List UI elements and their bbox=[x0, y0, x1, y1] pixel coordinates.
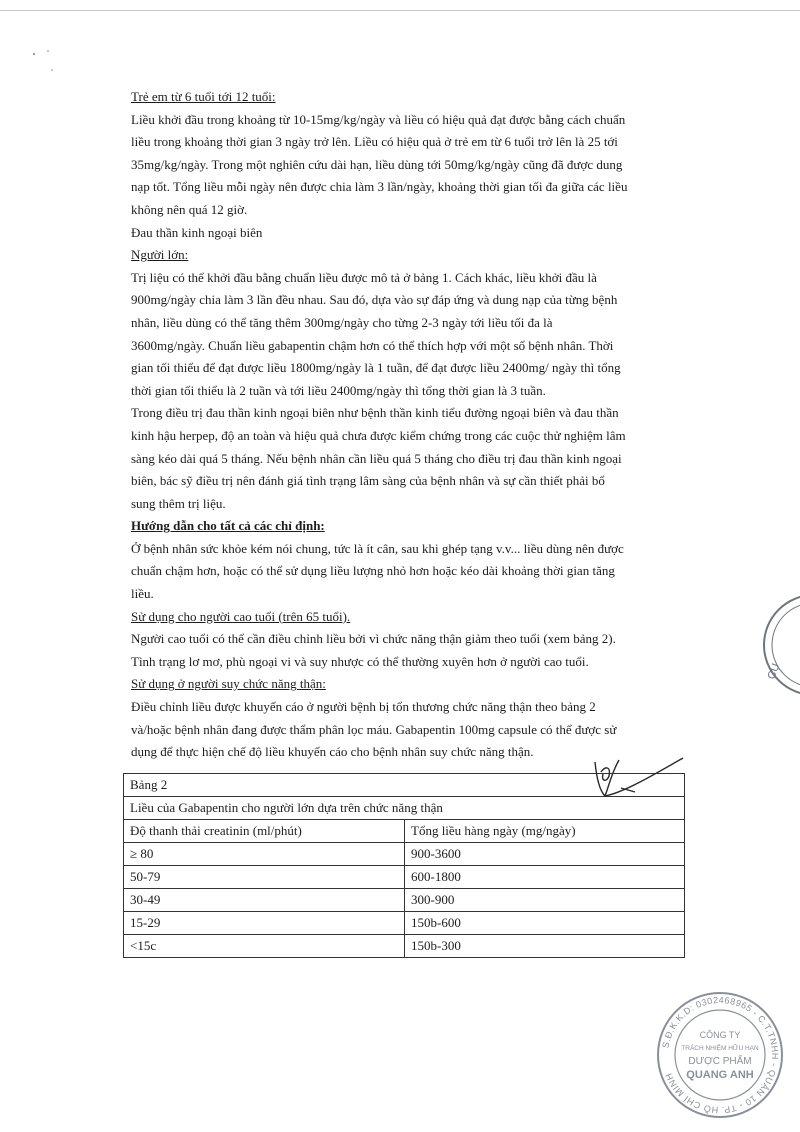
text-line: Sử dụng cho người cao tuổi (trên 65 tuổi). bbox=[131, 608, 351, 624]
text-line: biên, bác sỹ điều trị nên đánh giá tình trạng lâm sàng của bệnh nhân và sự cần thiết phải bổ bbox=[131, 473, 605, 489]
text-line: Hướng dẫn cho tất cả các chỉ định: bbox=[131, 518, 325, 534]
table-cell: 50-79 bbox=[124, 866, 405, 889]
text-line: nạp tốt. Tổng liều mỗi ngày nên được chia làm 3 lần/ngày, khoảng thời gian tối đa giữa các liều bbox=[131, 179, 628, 195]
text-line: liều. bbox=[131, 586, 154, 602]
table-cell: 15-29 bbox=[124, 912, 405, 935]
stamp-line: CÔNG TY bbox=[699, 1030, 741, 1040]
edge-stamp-text: CỤ bbox=[765, 661, 783, 682]
handwritten-signature bbox=[575, 752, 685, 800]
text-line: liều trong khoảng thời gian 3 ngày trở lên. Liều có hiệu quả ở trẻ em từ 6 tuổi trở lên là 25 tới bbox=[131, 134, 618, 150]
text-line: Trẻ em từ 6 tuổi tới 12 tuổi: bbox=[131, 89, 276, 104]
text-line: Người cao tuổi có thể cần điều chỉnh liều bởi vì chức năng thận giảm theo tuổi (xem bảng 2). bbox=[131, 631, 616, 647]
text-line: nhân, liều dùng có thể tăng thêm 300mg/ngày cho từng 2-3 ngày tới liều tối đa là bbox=[131, 314, 553, 330]
text-line: Liều khởi đầu trong khoảng từ 10-15mg/kg/ngày và liều có hiệu quả đạt được bằng cách chuẩn bbox=[131, 111, 626, 127]
table-cell: 150b-300 bbox=[405, 935, 685, 958]
table-cell: ≥ 80 bbox=[124, 843, 405, 866]
text-line: sung thêm trị liệu. bbox=[131, 495, 226, 511]
text-line: Ở bệnh nhân sức khỏe kém nói chung, tức là ít cân, sau khi ghép tạng v.v... liều dùng nên được bbox=[131, 540, 624, 556]
column-header-daily-dose: Tổng liều hàng ngày (mg/ngày) bbox=[405, 820, 685, 843]
partial-stamp bbox=[752, 590, 800, 700]
text-line: không nên quá 12 giờ. bbox=[131, 201, 248, 217]
table-row bbox=[124, 935, 685, 958]
stamp-line: QUANG ANH bbox=[686, 1069, 754, 1081]
text-line: Điều chỉnh liều được khuyến cáo ở người bệnh bị tổn thương chức năng thận theo bảng 2 bbox=[131, 699, 596, 715]
dosage-table bbox=[123, 773, 685, 958]
table-cell: 900-3600 bbox=[405, 843, 685, 866]
text-line: 900mg/ngày chia làm 3 lần đều nhau. Sau đó, dựa vào sự đáp ứng và dung nạp của từng bệnh bbox=[131, 292, 618, 308]
text-line: thời gian tối thiểu là 2 tuần và tới liều 2400mg/ngày thì tổng thời gian là 3 tuần. bbox=[131, 382, 546, 398]
stamp-line: DƯỢC PHẨM bbox=[688, 1056, 752, 1067]
table-caption: Liều của Gabapentin cho người lớn dựa trên chức năng thận bbox=[124, 797, 685, 820]
table-row bbox=[124, 866, 685, 889]
text-line: Tình trạng lơ mơ, phù ngoại vi và suy nhược có thể thường xuyên hơn ở người cao tuổi. bbox=[131, 653, 589, 669]
scan-speckles bbox=[30, 48, 70, 78]
text-line: 35mg/kg/ngày. Trong một nghiên cứu dài hạn, liều dùng tới 50mg/kg/ngày cũng đã được dung bbox=[131, 156, 623, 172]
stamp-line: TRÁCH NHIỆM HỮU HẠN bbox=[681, 1045, 759, 1052]
text-line: sàng kéo dài quá 5 tháng. Nếu bệnh nhân cần liều quá 5 tháng cho điều trị đau thần kinh ngoại bbox=[131, 450, 622, 466]
text-line: Trị liệu có thể khởi đầu bằng chuẩn liều được mô tả ở bảng 1. Cách khác, liều khởi đầu là bbox=[131, 269, 597, 285]
table-header-row bbox=[124, 820, 685, 843]
table-cell: 150b-600 bbox=[405, 912, 685, 935]
table-label: Bảng 2 bbox=[124, 774, 685, 797]
column-header-clearance: Độ thanh thải creatinin (ml/phút) bbox=[124, 820, 405, 843]
text-line: chuẩn chậm hơn, hoặc có thể sử dụng liều lượng nhỏ hơn hoặc kéo dài khoảng thời gian tăng bbox=[131, 563, 615, 579]
stamp-ring-text: S.Đ.K.K.D: 0302468965 - C.T.TNHH - QUẬN 10 - TP. HỒ CHÍ MINH bbox=[660, 994, 781, 1116]
table-cell: 300-900 bbox=[405, 889, 685, 912]
table-cell: 30-49 bbox=[124, 889, 405, 912]
table-row bbox=[124, 912, 685, 935]
page-top-rule bbox=[0, 10, 800, 11]
text-line: gian tối thiểu để đạt được liều 1800mg/ngày là 1 tuần, để đạt được liều 2400mg/ ngày thì tổng bbox=[131, 360, 621, 376]
table-row bbox=[124, 889, 685, 912]
text-line: và/hoặc bệnh nhân đang được thẩm phân lọc máu. Gabapentin 100mg capsule có thể được sử bbox=[131, 721, 617, 737]
table-cell: 600-1800 bbox=[405, 866, 685, 889]
text-line: dụng để thực hiện chế độ liều khuyến cáo cho bệnh nhân suy chức năng thận. bbox=[131, 744, 534, 760]
text-line: kinh hậu herpep, độ an toàn và hiệu quả chưa được kiểm chứng trong các cuộc thử nghiệm lâm bbox=[131, 427, 626, 443]
table-row bbox=[124, 843, 685, 866]
table-cell: <15c bbox=[124, 935, 405, 958]
text-line: 3600mg/ngày. Chuẩn liều gabapentin chậm hơn có thể thích hợp với một số bệnh nhân. Thời bbox=[131, 337, 614, 353]
document-body bbox=[131, 86, 691, 764]
text-line: Đau thần kinh ngoại biên bbox=[131, 224, 263, 240]
text-line: Người lớn: bbox=[131, 247, 189, 263]
company-stamp bbox=[655, 990, 785, 1120]
text-line: Sử dụng ở người suy chức năng thận: bbox=[131, 676, 326, 692]
text-line: Trong điều trị đau thần kinh ngoại biên như bệnh thần kinh tiểu đường ngoại biên và đau thần bbox=[131, 405, 619, 421]
